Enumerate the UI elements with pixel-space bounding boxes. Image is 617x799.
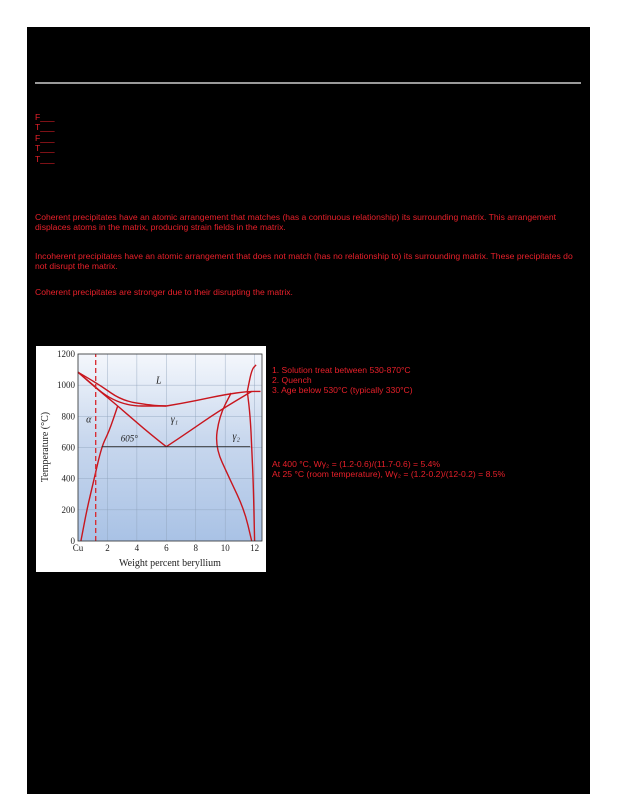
paragraph-strength: Coherent precipitates are stronger due to their disrupting the matrix.	[35, 287, 293, 297]
x-tick-label: 12	[250, 543, 260, 553]
calculation-25c: At 25 °C (room temperature), Wγ₂ = (1.2-0.2)/(12-0.2) = 8.5%	[272, 469, 506, 480]
x-tick-label: 6	[164, 543, 169, 553]
answer-2: T___	[35, 122, 55, 133]
answer-4: T___	[35, 143, 55, 154]
x-tick-label: Cu	[72, 543, 84, 553]
y-axis-label: Temperature (°C)	[40, 411, 51, 483]
heat-treatment-steps	[272, 365, 413, 396]
region-label-liquid: L	[156, 375, 162, 387]
x-axis-label: Weight percent beryllium	[119, 558, 221, 569]
phase-diagram-figure	[36, 346, 266, 572]
answer-1: F___	[35, 112, 55, 122]
true-false-answers	[35, 112, 55, 164]
paragraph-incoherent: Incoherent precipitates have an atomic arrangement that does not match (has no relationship to) its surrounding matrix. These precipitates do not disrupt the matrix.	[35, 251, 573, 272]
header-divider	[35, 82, 581, 84]
document-page	[27, 27, 590, 794]
y-tick-label: 400	[61, 473, 75, 484]
x-tick-label: 8	[193, 543, 199, 553]
step-3: 3. Age below 530°C (typically 330°C)	[272, 385, 413, 396]
answer-3: F___	[35, 132, 55, 143]
y-tick-label: 0	[70, 536, 75, 546]
region-label-alpha: α	[86, 414, 92, 426]
y-tick-label: 800	[61, 411, 75, 422]
answer-5: T___	[35, 153, 55, 164]
y-tick-label: 1200	[57, 349, 75, 359]
step-1: 1. Solution treat between 530-870°C	[272, 365, 411, 375]
y-tick-label: 600	[61, 442, 75, 453]
region-label-gamma2: γ₂	[232, 431, 240, 443]
region-label-gamma1: γ₁	[170, 414, 179, 426]
y-tick-label: 200	[61, 504, 75, 515]
paragraph-coherent: Coherent precipitates have an atomic arrangement that matches (has a continuous relationship) its surrounding matrix. This arrangement displaces atoms in the matrix, producing strain fields in the matrix.	[35, 212, 556, 233]
x-tick-label: 10	[220, 543, 230, 553]
calculation-400c: At 400 °C, Wγ₂ = (1.2-0.6)/(11.7-0.6) = 5.4%	[272, 459, 441, 469]
phase-diagram	[36, 346, 266, 572]
step-2: 2. Quench	[272, 375, 312, 386]
y-tick-label: 1000	[57, 380, 75, 391]
x-tick-label: 4	[134, 543, 140, 553]
eutectoid-temperature-label: 605°	[120, 433, 138, 444]
x-tick-label: 2	[105, 543, 110, 553]
phase-fraction-calculations	[272, 459, 505, 479]
